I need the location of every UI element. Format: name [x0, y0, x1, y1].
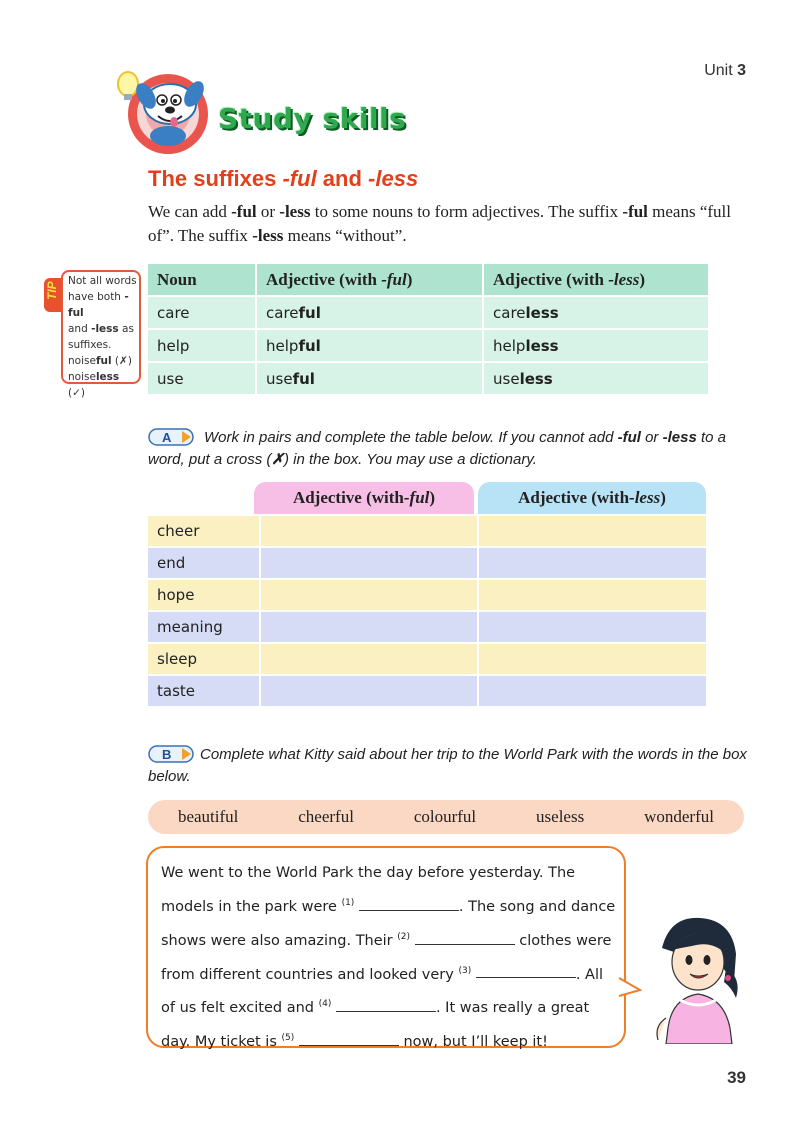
dog-mascot-logo — [112, 66, 222, 156]
answer-cell-ful[interactable] — [261, 580, 477, 610]
blank-3[interactable] — [476, 963, 576, 978]
answer-cell-ful[interactable] — [261, 612, 477, 642]
exercise-row — [148, 548, 706, 578]
word-option: cheerful — [298, 807, 354, 826]
word-option: colourful — [413, 807, 477, 826]
header-adjective-less: Adjective (with -less) — [483, 264, 708, 296]
exercise-word: end — [148, 548, 259, 578]
unit-label: Unit 3 — [704, 62, 746, 79]
exercise-word: cheer — [148, 516, 259, 546]
answer-cell-less[interactable] — [479, 548, 706, 578]
answer-cell-less[interactable] — [479, 612, 706, 642]
header-noun: Noun — [148, 264, 256, 296]
answer-cell-ful[interactable] — [261, 644, 477, 674]
noun-cell: use — [148, 362, 256, 394]
table-row — [148, 329, 708, 362]
suffix-example-table — [148, 264, 708, 394]
exercise-header-less: Adjective (with -less ) — [478, 482, 706, 514]
ful-cell: useful — [256, 362, 483, 394]
table-row — [148, 362, 708, 394]
answer-cell-ful[interactable] — [261, 548, 477, 578]
kitty-girl-illustration — [640, 908, 750, 1044]
table-row — [148, 296, 708, 329]
answer-cell-less[interactable] — [479, 644, 706, 674]
less-cell: careless — [483, 296, 708, 329]
speech-bubble-tail — [618, 976, 642, 1000]
blank-1[interactable] — [359, 896, 459, 911]
exercise-row — [148, 516, 706, 546]
activity-a-instructions: Work in pairs and complete the table below. If you cannot add -ful or -less to a word, put a cross (✗) in the box. You may use a dictionary. — [148, 429, 726, 468]
exercise-row — [148, 580, 706, 610]
answer-cell-ful[interactable] — [261, 516, 477, 546]
answer-cell-less[interactable] — [479, 516, 706, 546]
table-header-row — [148, 264, 708, 296]
tip-text: Not all words have both -ful and -less as suffixes. noiseful (✗) noiseless (✓) — [68, 275, 137, 399]
word-box — [148, 800, 744, 834]
svg-text:B: B — [162, 747, 172, 762]
passage-text: We went to the World Park the day before yesterday. The models in the park were $^{(1)}$ . The song and dance shows were also amazing. Their $^{(2)}$ clothes were from different countries and looked very $^{(3)}$ . All of us felt excited and $^{(4)}$ . It was really a great day. My ticket is $^{(5)}$ now, but I’ll keep it! — [161, 865, 616, 1051]
exercise-row — [148, 612, 706, 642]
less-cell: helpless — [483, 329, 708, 362]
tip-tab: TIP — [44, 278, 62, 312]
word-option: beautiful — [177, 807, 239, 826]
page-number: 39 — [727, 1068, 746, 1087]
answer-cell-less[interactable] — [479, 676, 706, 706]
blank-2[interactable] — [415, 930, 515, 945]
exercise-header-ful: Adjective (with -ful ) — [254, 482, 474, 514]
exercise-row — [148, 676, 706, 706]
exercise-word: taste — [148, 676, 259, 706]
word-option: useless — [536, 807, 585, 826]
blank-4[interactable] — [336, 997, 436, 1012]
noun-cell: help — [148, 329, 256, 362]
exercise-word: meaning — [148, 612, 259, 642]
section-heading-study-skills: Study skills — [218, 102, 407, 135]
exercise-word: hope — [148, 580, 259, 610]
header-adjective-ful: Adjective (with -ful) — [256, 264, 483, 296]
lesson-title: The suffixes -ful and -less — [148, 166, 419, 191]
less-cell: useless — [483, 362, 708, 394]
ful-cell: careful — [256, 296, 483, 329]
exercise-word: sleep — [148, 644, 259, 674]
ful-cell: helpful — [256, 329, 483, 362]
activity-b-instructions: Complete what Kitty said about her trip to the World Park with the words in the box below. — [148, 746, 747, 785]
svg-text:A: A — [162, 430, 172, 445]
exercise-row — [148, 644, 706, 674]
answer-cell-less[interactable] — [479, 580, 706, 610]
word-option: wonderful — [644, 807, 714, 826]
blank-5[interactable] — [299, 1031, 399, 1046]
answer-cell-ful[interactable] — [261, 676, 477, 706]
intro-paragraph: We can add -ful or -less to some nouns to form adjectives. The suffix -ful means “full of”. The suffix -less means “without”. — [148, 202, 731, 245]
noun-cell: care — [148, 296, 256, 329]
